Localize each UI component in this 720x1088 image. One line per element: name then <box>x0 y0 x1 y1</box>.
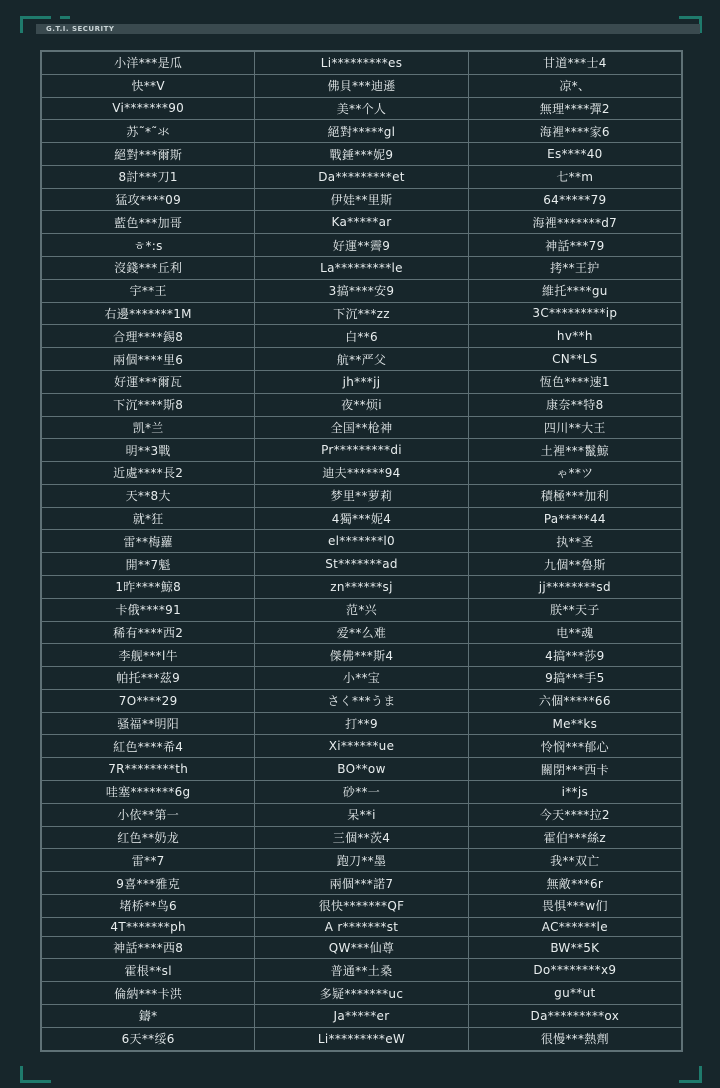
name-cell: 關閉***西卡 <box>468 758 681 781</box>
table-row <box>42 758 682 781</box>
name-cell: 近處****長2 <box>42 462 255 485</box>
name-cell: 迪夫******94 <box>255 462 468 485</box>
name-cell: 康奈**特8 <box>468 393 681 416</box>
name-cell: 李舰***l牛 <box>42 644 255 667</box>
name-cell: 4T*******ph <box>42 917 255 936</box>
table-row <box>42 74 682 97</box>
name-cell: 沒錢***丘利 <box>42 257 255 280</box>
name-cell: 畏惧***w们 <box>468 894 681 917</box>
table-row <box>42 803 682 826</box>
name-cell: 開**7魁 <box>42 553 255 576</box>
name-cell: gu**ut <box>468 982 681 1005</box>
name-cell: 全国**枪神 <box>255 416 468 439</box>
name-cell: 6天**绥6 <box>42 1027 255 1050</box>
table-row <box>42 621 682 644</box>
name-cell: 很慢***熱劑 <box>468 1027 681 1050</box>
name-cell: 維托****gu <box>468 279 681 302</box>
table-row <box>42 165 682 188</box>
table-row <box>42 894 682 917</box>
table-row <box>42 52 682 75</box>
name-cell: Li*********eW <box>255 1027 468 1050</box>
name-cell: 凉*、 <box>468 74 681 97</box>
name-cell: Vi*******90 <box>42 97 255 120</box>
name-cell: Ka*****ar <box>255 211 468 234</box>
name-cell: 小**宝 <box>255 667 468 690</box>
name-cell: 梦里**萝莉 <box>255 484 468 507</box>
name-cell: 很快*******QF <box>255 894 468 917</box>
name-cell: 絕對***爾斯 <box>42 143 255 166</box>
table-row <box>42 416 682 439</box>
table-row <box>42 872 682 895</box>
name-cell: 范*兴 <box>255 598 468 621</box>
name-cell: 七**m <box>468 165 681 188</box>
name-cell: 呆**i <box>255 803 468 826</box>
table-row <box>42 257 682 280</box>
name-cell: 海裡*******d7 <box>468 211 681 234</box>
name-cell: 打**9 <box>255 712 468 735</box>
name-cell: 積極***加利 <box>468 484 681 507</box>
name-cell: St*******ad <box>255 553 468 576</box>
name-cell: 下沉****斯8 <box>42 393 255 416</box>
name-cell: 小洋***是瓜 <box>42 52 255 75</box>
name-cell: 絕對*****gl <box>255 120 468 143</box>
name-cell: 苏˜*˜氺 <box>42 120 255 143</box>
name-cell: 六個*****66 <box>468 689 681 712</box>
table-row <box>42 188 682 211</box>
corner-bracket-bottom-left <box>20 1066 51 1083</box>
name-cell: Pa*****44 <box>468 507 681 530</box>
name-cell: Da*********et <box>255 165 468 188</box>
name-cell: 9喜***雅克 <box>42 872 255 895</box>
name-cell: さく***うま <box>255 689 468 712</box>
table-row <box>42 849 682 872</box>
table-row <box>42 507 682 530</box>
table-row <box>42 712 682 735</box>
name-cell: 就*狂 <box>42 507 255 530</box>
name-cell: 今天****拉2 <box>468 803 681 826</box>
name-cell: 好運***爾瓦 <box>42 370 255 393</box>
name-cell: ゃ**ツ <box>468 462 681 485</box>
name-cell: Me**ks <box>468 712 681 735</box>
name-cell: 藍色***加哥 <box>42 211 255 234</box>
table-row <box>42 234 682 257</box>
name-cell: 9搞***手5 <box>468 667 681 690</box>
name-cell: 伊娃**里斯 <box>255 188 468 211</box>
name-cell: 普通**土桑 <box>255 959 468 982</box>
name-cell: 多疑*******uc <box>255 982 468 1005</box>
name-cell: jh***jj <box>255 370 468 393</box>
name-cell: 雷**7 <box>42 849 255 872</box>
name-cell: 天**8大 <box>42 484 255 507</box>
grid-body <box>42 52 682 1051</box>
name-cell: 無理****彈2 <box>468 97 681 120</box>
name-cell: 海裡****家6 <box>468 120 681 143</box>
table-row <box>42 143 682 166</box>
name-cell: 美**个人 <box>255 97 468 120</box>
name-cell: 合理****錫8 <box>42 325 255 348</box>
table-row <box>42 689 682 712</box>
name-cell: 霍根**sl <box>42 959 255 982</box>
name-cell: 鑄* <box>42 1005 255 1028</box>
name-cell: 执**圣 <box>468 530 681 553</box>
name-cell: 神話****西8 <box>42 936 255 959</box>
name-cell: 兩個***諾7 <box>255 872 468 895</box>
table-row <box>42 211 682 234</box>
name-cell: 恆色****速1 <box>468 370 681 393</box>
name-cell: 雷**梅蘿 <box>42 530 255 553</box>
name-cell: 7O****29 <box>42 689 255 712</box>
name-cell: jj********sd <box>468 575 681 598</box>
name-cell: 倫納***卡洪 <box>42 982 255 1005</box>
table-row <box>42 462 682 485</box>
name-cell: 4獨***妮4 <box>255 507 468 530</box>
name-cell: 九個**魯斯 <box>468 553 681 576</box>
name-cell: 拷**王护 <box>468 257 681 280</box>
name-cell: 怜悯***郁心 <box>468 735 681 758</box>
name-cell: 四川**大王 <box>468 416 681 439</box>
name-cell: 夜**烦i <box>255 393 468 416</box>
name-cell: 帕托***茲9 <box>42 667 255 690</box>
table-row <box>42 781 682 804</box>
name-cell: 7R********th <box>42 758 255 781</box>
corner-bracket-bottom-right <box>679 1066 702 1083</box>
name-cell: 骚福**明阳 <box>42 712 255 735</box>
name-cell: CN**LS <box>468 348 681 371</box>
table-row <box>42 917 682 936</box>
name-cell: 神話***79 <box>468 234 681 257</box>
name-cell: 3搞****安9 <box>255 279 468 302</box>
name-cell: 1昨****鯨8 <box>42 575 255 598</box>
table-row <box>42 959 682 982</box>
name-cell: AC******le <box>468 917 681 936</box>
name-cell: 跑刀**墨 <box>255 849 468 872</box>
table-row <box>42 826 682 849</box>
name-cell: 卡俄****91 <box>42 598 255 621</box>
name-cell: La*********le <box>255 257 468 280</box>
name-cell: Es****40 <box>468 143 681 166</box>
name-cell: 电**魂 <box>468 621 681 644</box>
name-cell: 佛貝***迪遜 <box>255 74 468 97</box>
table-row <box>42 439 682 462</box>
name-cell: i**js <box>468 781 681 804</box>
name-cell: Da*********ox <box>468 1005 681 1028</box>
name-cell: 紅色****希4 <box>42 735 255 758</box>
name-cell: 右邊*******1M <box>42 302 255 325</box>
name-cell: 宇**王 <box>42 279 255 302</box>
header-bar <box>36 24 700 34</box>
name-cell: 8討***刀1 <box>42 165 255 188</box>
table-row <box>42 1027 682 1050</box>
name-cell: ㅎ*:s <box>42 234 255 257</box>
name-cell: 64*****79 <box>468 188 681 211</box>
corner-accent-top <box>60 16 70 19</box>
table-row <box>42 97 682 120</box>
name-cell: Ja*****er <box>255 1005 468 1028</box>
name-cell: 戰錘***妮9 <box>255 143 468 166</box>
table-row <box>42 575 682 598</box>
table-row <box>42 348 682 371</box>
table-row <box>42 667 682 690</box>
table-row <box>42 279 682 302</box>
name-cell: 猛攻****09 <box>42 188 255 211</box>
table-row <box>42 553 682 576</box>
name-cell: 4搞***莎9 <box>468 644 681 667</box>
name-cell: 好運**霽9 <box>255 234 468 257</box>
name-cell: 土裡***鬣鯨 <box>468 439 681 462</box>
table-row <box>42 370 682 393</box>
name-cell: 三個**茨4 <box>255 826 468 849</box>
name-cell: 白**6 <box>255 325 468 348</box>
name-cell: 红色**奶龙 <box>42 826 255 849</box>
name-cell: A r*******st <box>255 917 468 936</box>
name-cell: 哇塞*******6g <box>42 781 255 804</box>
name-cell: QW***仙尊 <box>255 936 468 959</box>
table-row <box>42 735 682 758</box>
table-row <box>42 598 682 621</box>
table-row <box>42 982 682 1005</box>
name-cell: Pr*********di <box>255 439 468 462</box>
name-cell: zn******sj <box>255 575 468 598</box>
name-cell: 無敵***6r <box>468 872 681 895</box>
table-row <box>42 120 682 143</box>
name-cell: 下沉***zz <box>255 302 468 325</box>
name-cell: 甘道***士4 <box>468 52 681 75</box>
table-row <box>42 644 682 667</box>
name-cell: 3C*********ip <box>468 302 681 325</box>
name-cell: 我**双亡 <box>468 849 681 872</box>
table-row <box>42 302 682 325</box>
name-cell: 朕**天子 <box>468 598 681 621</box>
name-cell: 傑佛***斯4 <box>255 644 468 667</box>
name-cell: hv**h <box>468 325 681 348</box>
name-cell: 快**V <box>42 74 255 97</box>
name-cell: el*******l0 <box>255 530 468 553</box>
name-cell: 航**严父 <box>255 348 468 371</box>
name-cell: 凯*兰 <box>42 416 255 439</box>
table-row <box>42 393 682 416</box>
name-cell: 稀有****西2 <box>42 621 255 644</box>
table-row <box>42 1005 682 1028</box>
name-cell: 砂**一 <box>255 781 468 804</box>
name-cell: Do********x9 <box>468 959 681 982</box>
name-cell: 爱**么难 <box>255 621 468 644</box>
name-cell: 堵桥**鸟6 <box>42 894 255 917</box>
name-cell: 霍伯***絲z <box>468 826 681 849</box>
name-cell: 兩個****里6 <box>42 348 255 371</box>
name-cell: BW**5K <box>468 936 681 959</box>
name-cell: 明**3戰 <box>42 439 255 462</box>
name-cell: Xi******ue <box>255 735 468 758</box>
header-title: G.T.I. SECURITY <box>46 25 115 33</box>
player-name-grid <box>40 50 683 1052</box>
table-row <box>42 936 682 959</box>
name-cell: BO**ow <box>255 758 468 781</box>
table-row <box>42 484 682 507</box>
name-cell: Li*********es <box>255 52 468 75</box>
table-row <box>42 530 682 553</box>
name-cell: 小依**第一 <box>42 803 255 826</box>
table-row <box>42 325 682 348</box>
